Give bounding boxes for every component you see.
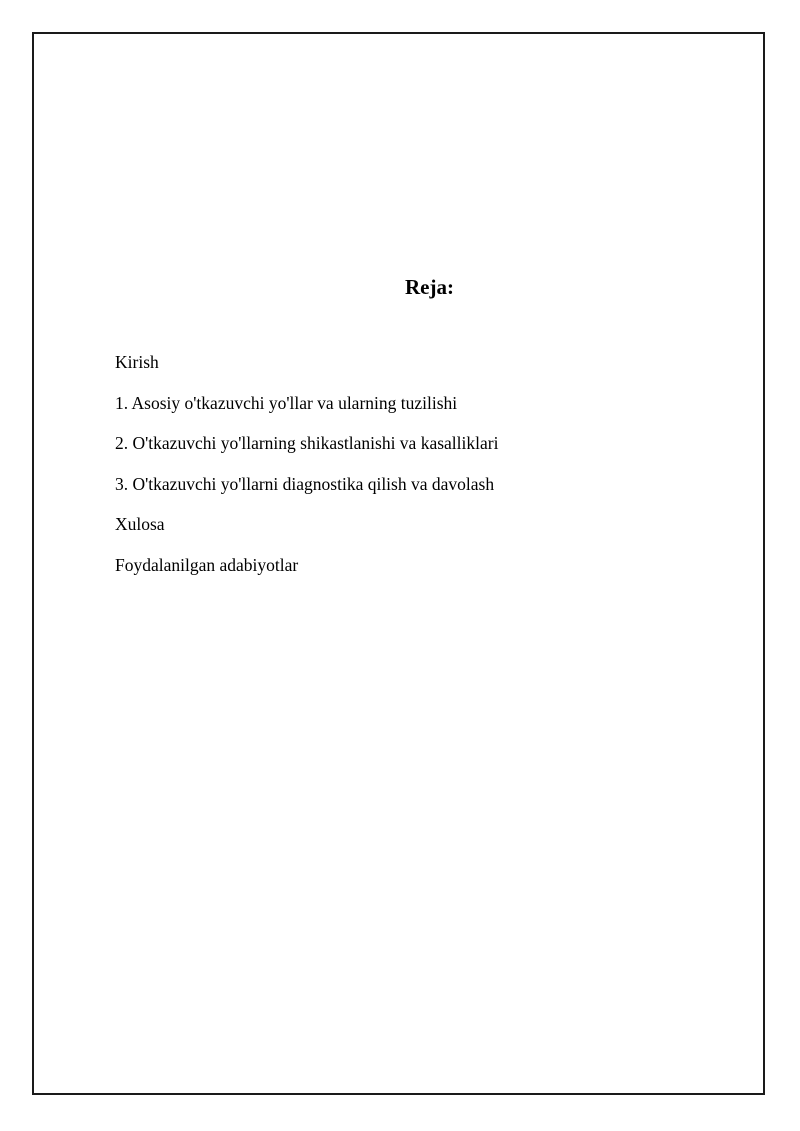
toc-item-1: 1. Asosiy o'tkazuvchi yo'llar va ularning tuzilishi <box>115 392 458 413</box>
toc-item-introduction: Kirish <box>115 352 159 372</box>
page-title: Reja: <box>405 275 454 299</box>
toc-item-2: 2. O'tkazuvchi yo'llarning shikastlanishi va kasalliklari <box>115 433 499 453</box>
toc-item-references: Foydalanilgan adabiyotlar <box>115 554 299 575</box>
toc-item-conclusion: Xulosa <box>115 514 165 534</box>
table-of-contents <box>115 350 498 593</box>
toc-item-3: 3. O'tkazuvchi yo'llarni diagnostika qilish va davolash <box>115 473 495 494</box>
